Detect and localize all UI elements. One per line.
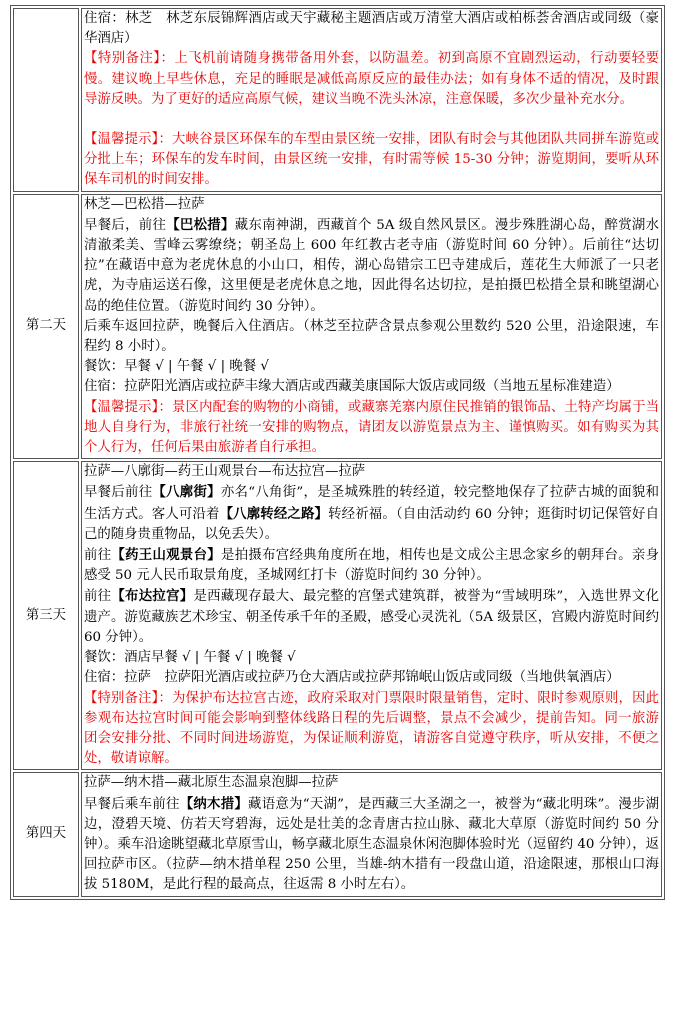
day-cell: 第四天 [13,772,79,896]
meals-text: 餐饮：早餐 √ | 午餐 √ | 晚餐 √ [84,359,269,375]
accommodation-text: 住宿：拉萨阳光酒店或拉萨丰缘大酒店或西藏美康国际大饭店或同级（当地五星标准建造） [84,379,620,395]
note-label: 【温馨提示】 [84,132,159,148]
route-title: 拉萨—八廓街—药王山观景台—布达拉宫—拉萨 [84,464,366,480]
activity-paragraph: 早餐后前往【八廓街】亦名“八角街”，是圣城殊胜的转经道，较完整地保存了拉萨古城的面貌和生活方式。客人可沿着【八廓转经之路】转经祈福。（自由活动约 60 分钟；逛街时切记保管好自己的随身贵重物品，以免丢失）。 [84,484,660,542]
note-text: ：上飞机前请随身携带备用外套，以防温差。初到高原不宜剧烈运动，行动要轻要慢。建议晚上早些休息，充足的睡眠是减低高原反应的最佳办法；如有身体不适的情况，及时跟导游反映。为了更好的适应高原气候，建议当晚不洗头沐凉，注意保暖，多次少量补充水分。 [84,51,659,107]
note-text: ：景区内配套的购物的小商铺，或藏寨羌寨内原住民推销的银饰品、土特产均属于当地人自身行为，非旅行社统一安排的购物点，请团友以游览景点为主、谨慎购买。如有购买为其个人行为，任何后果由旅游者自行承担。 [84,399,659,456]
attraction-name: 【纳木措】 [179,795,249,812]
note-text: ：为保护布达拉宫古迹，政府采取对门票限时限量销售，定时、限时参观原则，因此参观布达拉宫时间可能会影响到整体线路日程的先后调整，景点不会减少，提前告知。同一旅游团会安排分批、不同时间进场游览，为保证顺利游览，请游客自觉遵守秩序，听从安排，不便之处，敬请谅解。 [84,690,659,767]
activity-paragraph: 前往【布达拉宫】是西藏现存最大、最完整的宫堡式建筑群，被誉为“雪域明珠”，入选世界文化遗产。游览藏族艺术珍宝、朝圣传承千年的圣殿，感受心灵洗礼（5A 级景区，宫殿内游览时间约 60 分钟）。 [84,588,660,645]
attraction-name: 【八廓街】 [152,484,221,501]
table-row [13,194,662,460]
warm-tip [84,398,659,459]
activity-paragraph: 后乘车返回拉萨，晚餐后入住酒店。（林芝至拉萨含景点参观公里数约 520 公里，沿途限速，车程约 8 小时）。 [84,318,659,355]
day-content [81,772,662,896]
activity-paragraph: 前往【药王山观景台】是拍摄布宫经典角度所在地，相传也是文成公主思念家乡的朝拜台。亲身感受 50 元人民币取景角度，圣城网红打卡（游览时间约 30 分钟）。 [84,547,660,584]
table-row [13,772,662,896]
activity-paragraph: 早餐后，前往【巴松措】藏东南神湖，西藏首个 5A 级自然风景区。漫步殊胜湖心岛，醉赏湖水清澈柔美、雪峰云雾缭绕；朝圣岛上 600 年红教古老寺庙（游览时间 60 分钟）。后前往“达切拉”在藏语中意为老虎休息的小山口，相传，湖心岛错宗工巴寺建成后，莲花生大师派了一只老虎，为寺庙运送石像，这里便是老虎休息之地，因此得名达切拉，是拍摄巴松措全景和眺望湖心岛的绝佳位置。（游览时间约 30 分钟）。 [84,216,660,314]
attraction-name: 【八廓转经之路】 [219,505,329,522]
note-label: 【特别备注】 [84,51,161,67]
table-row [13,461,662,770]
itinerary-sheet [10,5,665,900]
day-content [81,461,662,770]
special-note [84,689,659,770]
route-title: 拉萨—纳木措—藏北原生态温泉泡脚—拉萨 [84,775,339,791]
note-text: ：大峡谷景区环保车的车型由景区统一安排，团队有时会与其他团队共同拼车游览或分批上车；环保车的发车时间，由景区统一安排，有时需等候 15-30 分钟；游览期间，要听从环保车司机的时间安排。 [84,132,659,188]
accommodation-text: 住宿：林芝 林芝东辰锦辉酒店或天宇藏秘主题酒店或万清堂大酒店或柏栎荟舍酒店或同级（豪华酒店） [84,11,659,47]
day-content [81,194,662,460]
accommodation-text: 住宿：拉萨 拉萨阳光酒店或拉萨乃仓大酒店或拉萨邦锦岷山饭店或同级（当地供氧酒店） [84,670,620,686]
table-row [13,8,662,192]
warm-tip [84,130,659,191]
day-content [81,8,662,192]
note-label: 【特别备注】 [84,690,159,706]
day-cell: 第二天 [13,194,79,460]
note-label: 【温馨提示】 [84,399,159,415]
attraction-name: 【药王山观景台】 [111,547,221,564]
meals-text: 餐饮：酒店早餐 √ | 午餐 √ | 晚餐 √ [84,650,296,666]
special-note [84,49,659,110]
day-cell [13,8,79,192]
spacer [84,110,659,130]
attraction-name: 【巴松措】 [166,216,235,233]
day-cell: 第三天 [13,461,79,770]
itinerary-table [10,5,665,900]
activity-paragraph: 早餐后乘车前往【纳木措】藏语意为“天湖”，是西藏三大圣湖之一，被誉为“藏北明珠”。漫步湖边，澄碧天境、仿若天穹碧海，远处是壮美的念青唐古拉山脉、藏北大草原（游览时间约 50 分钟）。乘车沿途眺望藏北草原雪山，畅享藏北原生态温泉休闲泡脚体验时光（逗留约 40 分钟），返回拉萨市区。（拉萨—纳木措单程 250 公里，当雄-纳木措有一段盘山道，沿途限速，那根山口海拔 5180M，是此行程的最高点，往返需 8 小时左右）。 [84,795,660,893]
route-title: 林芝—巴松措—拉萨 [84,196,205,212]
attraction-name: 【布达拉宫】 [111,588,194,605]
